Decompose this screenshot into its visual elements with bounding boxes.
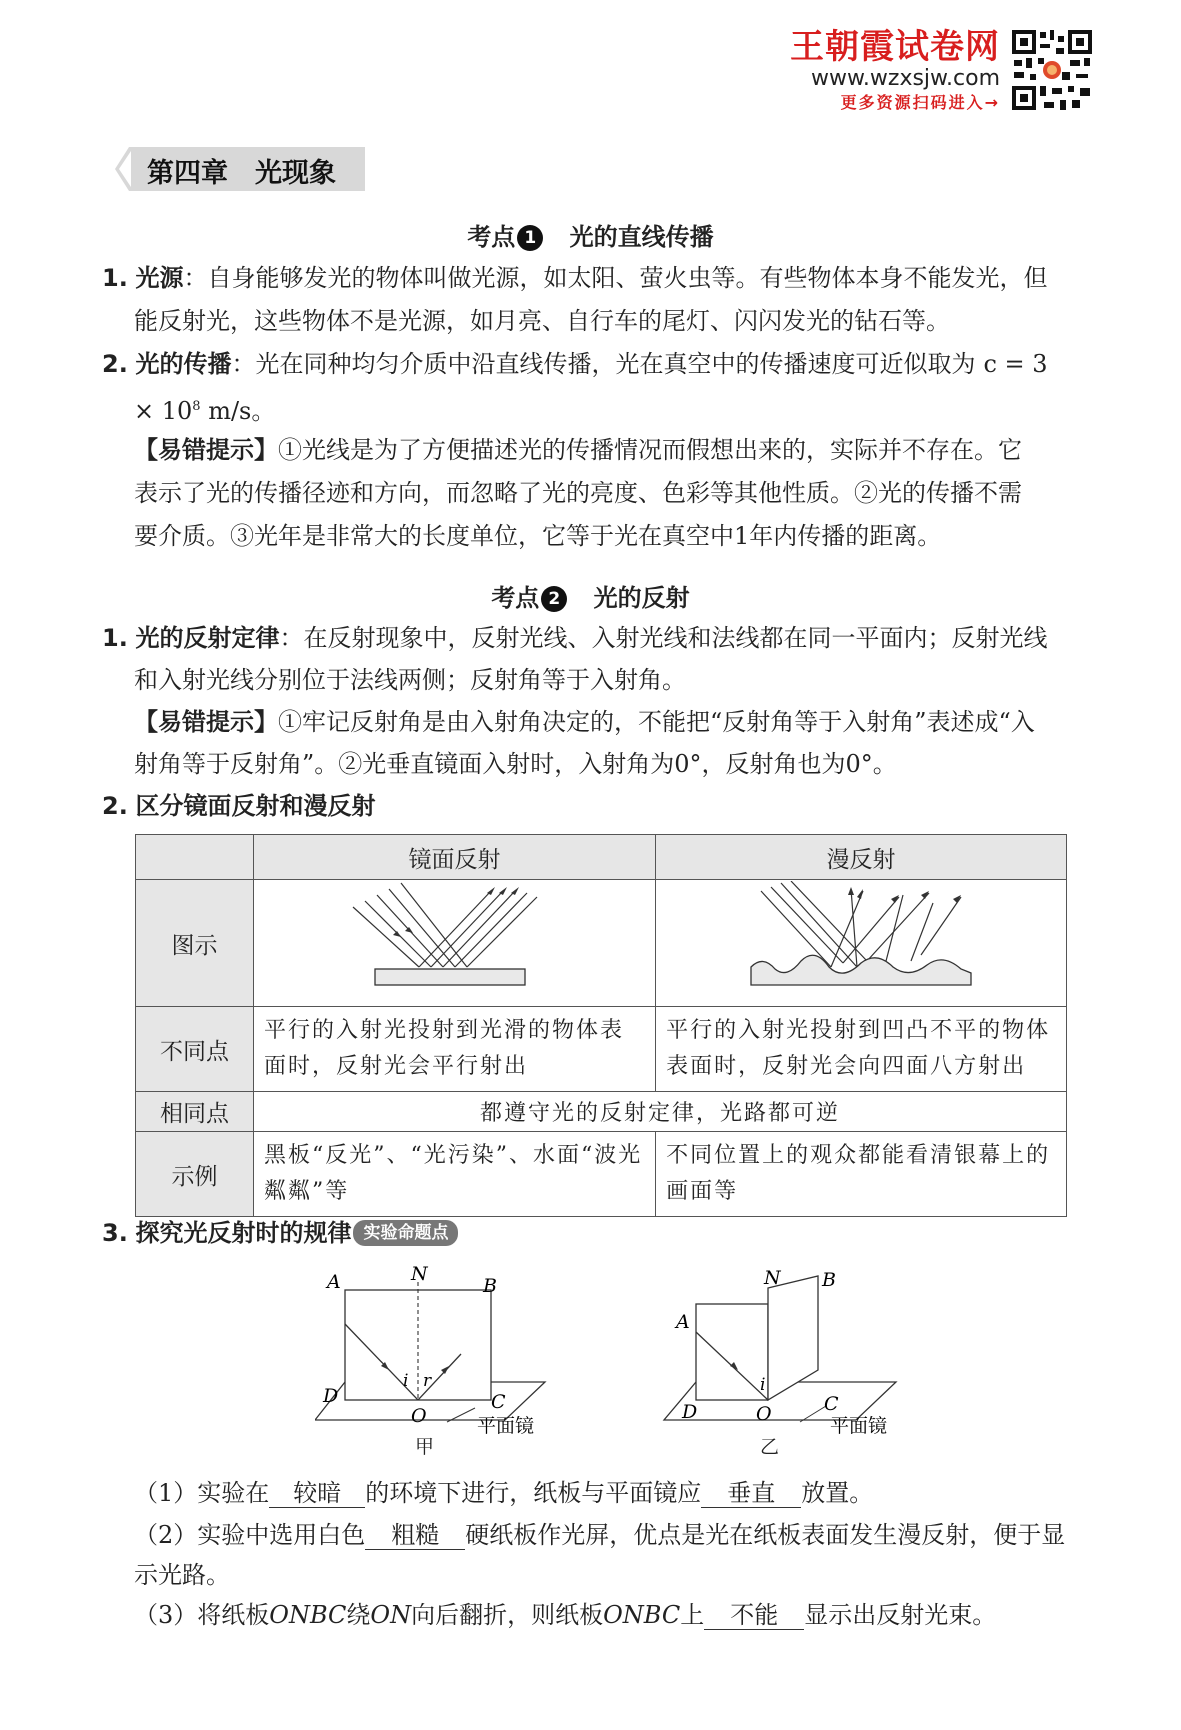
svg-text:i: i [403,1371,409,1391]
table-header-specular: 镜面反射 [254,835,656,880]
section-number-2: 2 [541,586,567,612]
section-number-1: 1 [517,225,543,251]
experiment-figure-yi [660,1262,900,1434]
table-header-diffuse: 漫反射 [656,835,1067,880]
s2-tip-line2: 射角等于反射角”。②光垂直镜面入射时，入射角为0°，反射角也为0°。 [134,750,897,778]
brand-logo [790,28,1000,114]
s2-item3-title: 3. 探究光反射时的规律 实验命题点 [102,1218,458,1248]
figure-caption-yi: 乙 [760,1436,780,1458]
svg-text:平面镜: 平面镜 [477,1415,535,1434]
example-specular: 黑板“反光”、“光污染”、水面“波光粼粼”等 [254,1132,656,1217]
svg-text:B: B [822,1269,836,1291]
s1-tip-line1: 【易错提示】①光线是为了方便描述光的传播情况而假想出来的，实际并不存在。它 [134,436,1022,464]
difference-diffuse: 平行的入射光投射到凹凸不平的物体表面时，反射光会向四面八方射出 [656,1007,1067,1092]
experiment-tag: 实验命题点 [353,1220,458,1246]
s2-item2-title: 2. 区分镜面反射和漫反射 [102,792,376,820]
svg-text:D: D [682,1401,698,1423]
answer-blank-1[interactable]: 较暗 [269,1479,365,1508]
s1-item2-line2: × $10^8$ m/s。 [134,397,276,425]
table-corner [136,835,254,880]
question-1: （1）实验在 较暗 的环境下进行，纸板与平面镜应 垂直 放置。 [134,1479,874,1507]
svg-text:A: A [327,1271,341,1293]
answer-blank-3[interactable]: 粗糙 [365,1521,465,1550]
s2-item1-line1: 1. 光的反射定律：在反射现象中，反射光线、入射光线和法线都在同一平面内；反射光线 [102,624,1048,652]
s1-tip-line3: 要介质。③光年是非常大的长度单位，它等于光在真空中1年内传播的距离。 [134,522,942,550]
row-label-similarity: 相同点 [136,1092,254,1132]
brand-name: 王朝霞试卷网 [790,27,1000,67]
experiment-figure-jia [315,1262,555,1434]
question-3: （3）将纸板ONBC绕ON向后翻折，则纸板ONBC上 不能 显示出反射光束。 [134,1601,997,1629]
svg-text:B: B [483,1275,497,1297]
answer-blank-4[interactable]: 不能 [704,1601,804,1630]
svg-text:C: C [824,1393,839,1415]
figure-caption-jia: 甲 [415,1436,435,1458]
chapter-title: 第四章 光现象 [147,158,336,189]
section-heading-1: 考点 1 光的直线传播 [467,223,714,251]
svg-text:C: C [491,1391,506,1413]
s1-item1-line2: 能反射光，这些物体不是光源，如月亮、自行车的尾灯、闪闪发光的钻石等。 [134,307,950,335]
s1-tip-line2: 表示了光的传播径迹和方向，而忽略了光的亮度、色彩等其他性质。②光的传播不需 [134,479,1022,507]
example-diffuse: 不同位置上的观众都能看清银幕上的画面等 [656,1132,1067,1217]
diffuse-reflection-figure [656,880,1067,1007]
brand-url[interactable]: www.wzxsjw.com [810,66,1000,91]
row-label-figure: 图示 [136,880,254,1007]
row-label-difference: 不同点 [136,1007,254,1092]
specular-reflection-figure [254,880,656,1007]
answer-blank-2[interactable]: 垂直 [701,1479,801,1508]
question-2-cont: 示光路。 [134,1561,230,1589]
svg-text:A: A [676,1311,690,1333]
s1-item2-line1: 2. 光的传播：光在同种均匀介质中沿直线传播，光在真空中的传播速度可近似取为 c = 3 [102,350,1048,378]
section-heading-2: 考点 2 光的反射 [491,584,690,612]
brand-scan-hint: 更多资源扫码进入→ [840,93,1000,112]
chapter-tab [115,147,365,191]
difference-specular: 平行的入射光投射到光滑的物体表面时，反射光会平行射出 [254,1007,656,1092]
row-label-example: 示例 [136,1132,254,1217]
svg-text:平面镜: 平面镜 [830,1415,888,1434]
svg-text:r: r [423,1371,432,1391]
s2-item1-line2: 和入射光线分别位于法线两侧；反射角等于入射角。 [134,666,686,694]
svg-text:N: N [411,1263,428,1285]
qr-code-icon[interactable] [1010,28,1094,112]
svg-text:D: D [323,1385,339,1407]
svg-text:O: O [756,1403,772,1425]
similarity-text: 都遵守光的反射定律，光路都可逆 [254,1092,1067,1132]
question-2: （2）实验中选用白色 粗糙 硬纸板作光屏，优点是光在纸板表面发生漫反射，便于显 [134,1521,1066,1549]
svg-text:O: O [411,1405,427,1427]
svg-text:N: N [764,1267,781,1289]
s2-tip-line1: 【易错提示】①牢记反射角是由入射角决定的，不能把“反射角等于入射角”表述成“入 [134,708,1035,736]
s1-item1-line1: 1. 光源：自身能够发光的物体叫做光源，如太阳、萤火虫等。有些物体本身不能发光，但 [102,264,1048,292]
reflection-comparison-table [135,834,1067,1217]
svg-text:i: i [760,1375,766,1395]
